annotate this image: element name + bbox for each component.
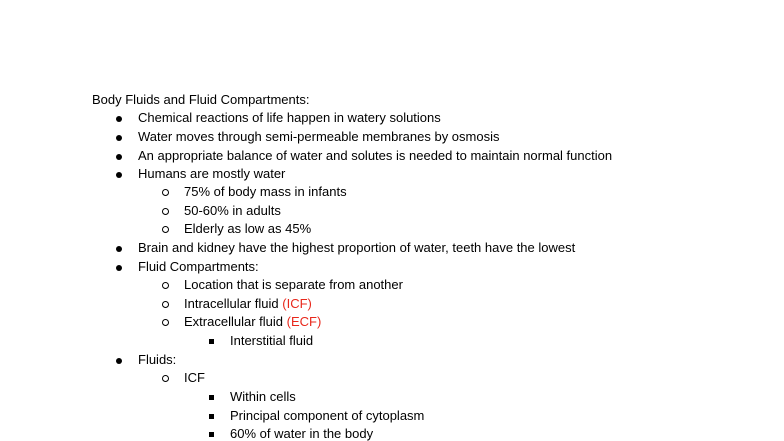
- list-item-text: Brain and kidney have the highest proportion of water, teeth have the lowest: [138, 240, 576, 255]
- bullet-circle-icon: [162, 301, 169, 308]
- bullet-circle-icon: [162, 226, 169, 233]
- bullet-circle-icon: [162, 375, 169, 382]
- list-item-text: An appropriate balance of water and solutes is needed to maintain normal function: [138, 148, 613, 163]
- list-subitem-text: [184, 314, 321, 330]
- list-item-text: Fluids:: [138, 352, 177, 367]
- list-subsubitem-text: Within cells: [230, 389, 296, 404]
- list-subsubitem-text: 60% of water in the body: [230, 426, 374, 441]
- icf-abbreviation: (ICF): [282, 296, 312, 311]
- ecf-label: Extracellular fluid: [184, 314, 287, 329]
- bullet-disc-icon: [116, 172, 122, 178]
- list-subitem-text: 75% of body mass in infants: [184, 184, 347, 199]
- bullet-disc-icon: [116, 154, 122, 160]
- list-item-text: Fluid Compartments:: [138, 259, 259, 274]
- bullet-square-icon: [209, 395, 214, 400]
- heading-text: Body Fluids and Fluid Compartments:: [92, 92, 310, 107]
- list-item-text: Chemical reactions of life happen in watery solutions: [138, 110, 441, 125]
- list-subitem-text: [184, 296, 312, 312]
- ecf-abbreviation: (ECF): [286, 314, 322, 329]
- bullet-square-icon: [209, 339, 214, 344]
- bullet-disc-icon: [116, 265, 122, 271]
- list-item-text: Water moves through semi-permeable membranes by osmosis: [138, 129, 500, 144]
- bullet-circle-icon: [162, 189, 169, 196]
- list-subitem-text: Elderly as low as 45%: [184, 221, 312, 236]
- list-subsubitem-text: Principal component of cytoplasm: [230, 408, 425, 423]
- list-subsubitem-text: Interstitial fluid: [230, 333, 314, 348]
- list-subitem-text: 50-60% in adults: [184, 203, 281, 218]
- bullet-circle-icon: [162, 208, 169, 215]
- bullet-disc-icon: [116, 116, 122, 122]
- bullet-disc-icon: [116, 358, 122, 364]
- bullet-square-icon: [209, 414, 214, 419]
- bullet-disc-icon: [116, 135, 122, 141]
- bullet-disc-icon: [116, 246, 122, 252]
- list-subitem-text: ICF: [184, 370, 205, 385]
- bullet-circle-icon: [162, 282, 169, 289]
- list-subitem-text: Location that is separate from another: [184, 277, 403, 292]
- list-item-text: Humans are mostly water: [138, 166, 286, 181]
- bullet-circle-icon: [162, 319, 169, 326]
- bullet-square-icon: [209, 432, 214, 437]
- icf-label: Intracellular fluid: [184, 296, 283, 311]
